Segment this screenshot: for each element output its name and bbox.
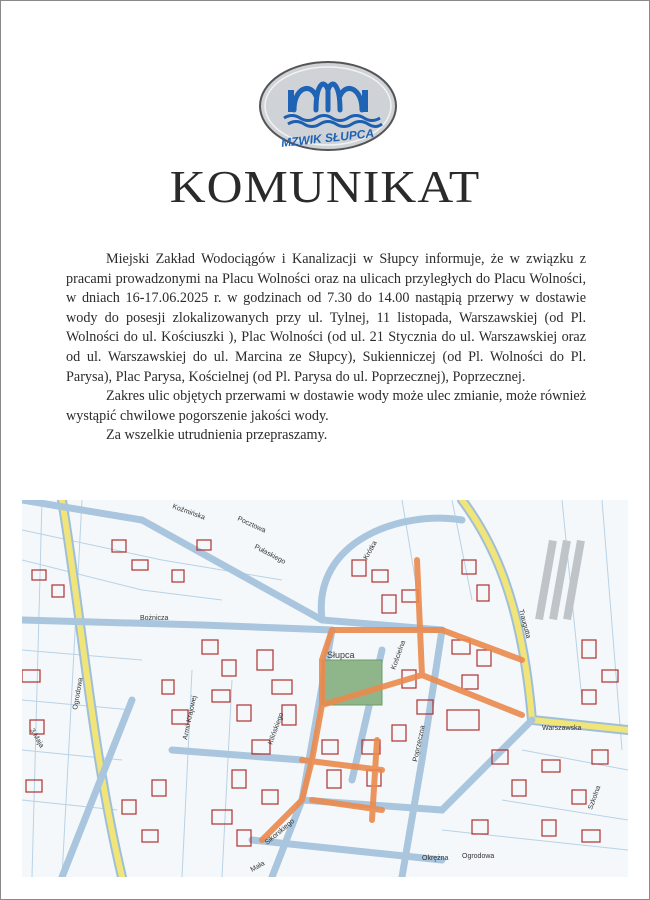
street-label: Szkolna — [587, 784, 603, 811]
street-label: Krótka — [362, 539, 379, 561]
street-label: Kilińskiego — [267, 711, 286, 746]
paragraph-apology: Za wszelkie utrudnienia przepraszamy. — [106, 427, 328, 444]
street-label: 3 Maja — [28, 727, 45, 750]
street-label: Pocztowa — [236, 515, 267, 535]
paragraph-main: Miejski Zakład Wodociągów i Kanalizacji w Słupcy informuje, że w związku z pracami prowadzonymi na Placu Wolności oraz na ulicach przyległych do Placu Wolności, w dniach 16-17.06.2025 r. w godzinach od 7.30 do 14.00 nastąpią przerwy w dostawie wody do posesji zlokalizowanych przy ul. Tylnej, 11 listopada, Warszawskiej (od Pl. Wolności do ul. Kościuszki ), Plac Wolności (od ul. 21 Stycznia do ul. Warszawskiej oraz od ul. Warszawskiej do ul. Marcina ze Słupcy), Sukienniczej (od Pl. Wolności do Pl. Parysa), Plac Parysa, Kościelnej (od Pl. Parysa do ul. Poprzecznej), Poprzecznej. — [66, 251, 586, 385]
street-label: Kościelna — [390, 639, 408, 671]
page-title: KOMUNIKAT — [169, 161, 481, 212]
street-label: Poprzeczna — [412, 724, 427, 763]
street-label: Armii Krajowej — [182, 695, 199, 741]
street-label: Mała — [249, 860, 267, 874]
street-label: Sikorskiego — [263, 817, 297, 847]
street-label: Traugutta — [517, 608, 532, 640]
street-label: Ogrodowa — [72, 677, 85, 711]
street-label: Bożnicza — [140, 615, 169, 622]
map-svg — [22, 500, 628, 877]
paragraph-scope: Zakres ulic objętych przerwami w dostawie wody może ulec zmianie, może również wystąpić chwilowe pogorszenie jakości wody. — [66, 388, 586, 424]
street-label: Koźmińska — [171, 503, 206, 522]
announcement-text — [66, 250, 586, 446]
street-map — [22, 500, 628, 877]
mzwik-logo — [258, 60, 398, 152]
street-label: Okrężna — [422, 855, 449, 862]
town-label: Słupca — [327, 650, 355, 660]
water-fountain-logo-icon — [258, 60, 398, 152]
logo-text: MZWIK SŁUPCA — [280, 126, 375, 150]
street-label: Warszawska — [542, 725, 582, 732]
street-label: Ogrodowa — [462, 853, 495, 860]
street-label: Pułaskiego — [253, 543, 287, 566]
